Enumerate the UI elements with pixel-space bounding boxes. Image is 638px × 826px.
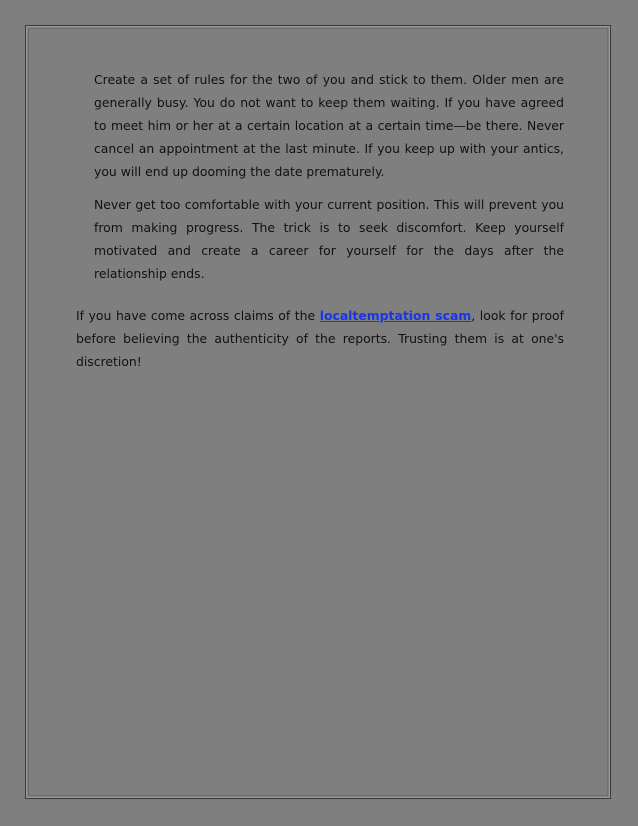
paragraph-scam-rest: , look for proof before believing the authenticity of the reports. Trusting them is at one's discretion!: [76, 308, 564, 370]
paragraph-scam: [76, 304, 564, 373]
paragraph-scam-intro: If you have come across claims of the: [76, 308, 320, 323]
localtemptation-scam-link[interactable]: localtemptation scam: [319, 308, 472, 323]
paragraph-rules: Create a set of rules for the two of you and stick to them. Older men are generally busy. You do not want to keep them waiting. If you have agreed to meet him or her at a certain location at a certain time—be there. Never cancel an appointment at the last minute. If you keep up with your antics, you will end up dooming the date prematurely.: [94, 72, 564, 180]
paragraph-comfort: Never get too comfortable with your current position. This will prevent you from making progress. The trick is to seek discomfort. Keep yourself motivated and create a career for yourself for the days after the relationship ends.: [94, 197, 564, 282]
